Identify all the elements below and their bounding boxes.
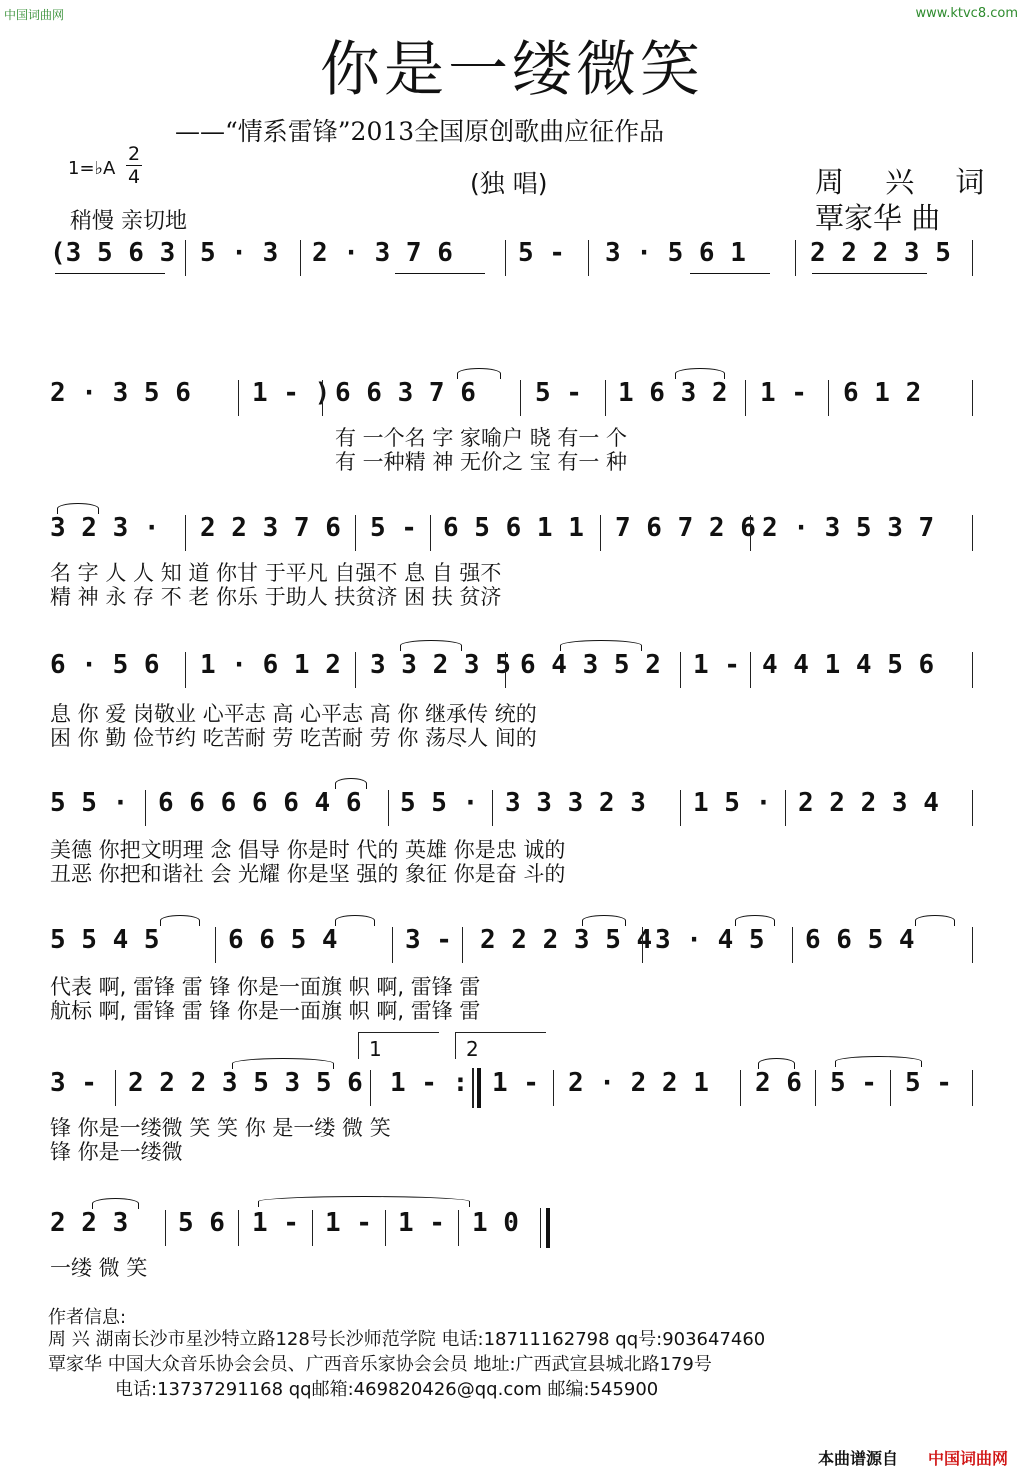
measure: 6 6 3 7 6 xyxy=(335,378,476,408)
lyrics-verse-2: 困 你 勤 俭节约 吃苦耐 劳 吃苦耐 劳 你 荡尽人 间的 xyxy=(50,726,537,750)
measure: 2 · 2 2 1 xyxy=(568,1068,709,1098)
measure: 1 - xyxy=(760,378,807,408)
barline xyxy=(215,927,216,963)
barline xyxy=(680,652,681,688)
final-barline-thick xyxy=(546,1208,550,1248)
lyrics-verse-2: 丑恶 你把和谐社 会 光耀 你是坚 强的 象征 你是奋 斗的 xyxy=(50,862,566,886)
time-sig-top: 2 xyxy=(127,143,141,165)
measure: 2 6 xyxy=(755,1068,802,1098)
barline xyxy=(185,240,186,276)
beam-line xyxy=(690,273,770,274)
barline xyxy=(972,652,973,688)
measure: 2 2 2 3 5 xyxy=(810,238,951,268)
barline xyxy=(750,515,751,551)
measure: 5 5 · xyxy=(50,788,129,818)
volta-1-label: 1 xyxy=(369,1037,382,1061)
measure: 5 6 xyxy=(178,1208,225,1238)
measure: 2 2 3 7 6 xyxy=(200,513,341,543)
barline xyxy=(385,1210,386,1246)
measure: 4 4 1 4 5 6 xyxy=(762,650,935,680)
measure: 1 5 · xyxy=(693,788,772,818)
measure: 2 2 3 xyxy=(50,1208,129,1238)
song-title: 你是一缕微笑 xyxy=(320,35,704,105)
tempo-marking: 稍慢 亲切地 xyxy=(70,209,187,234)
measure: 6 6 5 4 xyxy=(228,925,338,955)
site-watermark-left: 中国词曲网 xyxy=(4,8,65,22)
barline xyxy=(322,380,323,416)
barline xyxy=(600,515,601,551)
measure: 6 6 5 4 xyxy=(805,925,915,955)
measure: 6 4 3 5 2 xyxy=(520,650,661,680)
measure: 3 · 5 6 1 xyxy=(605,238,746,268)
measure: 2 2 2 3 5 3 5 6 xyxy=(128,1068,363,1098)
barline xyxy=(828,380,829,416)
slur xyxy=(675,368,725,379)
barline xyxy=(355,652,356,688)
barline xyxy=(185,652,186,688)
barline xyxy=(370,1070,371,1106)
measure: 2 · 3 5 3 7 xyxy=(762,513,935,543)
lyrics-verse-2: 航标 啊, 雷锋 雷 锋 你是一面旗 帜 啊, 雷锋 雷 xyxy=(50,999,481,1023)
slur xyxy=(160,915,200,926)
measure: 7 6 7 2 6 xyxy=(615,513,756,543)
author-info-line: 电话:13737291168 qq邮箱:469820426@qq.com 邮编:545900 xyxy=(115,1379,659,1400)
barline xyxy=(462,927,463,963)
barline xyxy=(785,790,786,826)
slur xyxy=(915,915,955,926)
lyrics-verse-2: 有 一种精 神 无价之 宝 有一 种 xyxy=(335,450,628,474)
barline xyxy=(972,515,973,551)
barline xyxy=(238,380,239,416)
lyrics-verse-1: 息 你 爱 岗敬业 心平志 高 心平志 高 你 继承传 统的 xyxy=(50,702,537,726)
barline xyxy=(458,1210,459,1246)
lyricist-credit: 周 兴 词 xyxy=(815,165,1001,199)
slur xyxy=(457,368,501,379)
measure: 6 5 6 1 1 xyxy=(443,513,584,543)
slur xyxy=(232,1058,334,1069)
barline xyxy=(605,380,606,416)
measure: 1 - xyxy=(252,1208,299,1238)
measure: 5 5 · xyxy=(400,788,479,818)
measure: 2 2 2 3 5 4 xyxy=(480,925,653,955)
measure: 5 - xyxy=(905,1068,952,1098)
measure: 5 - xyxy=(830,1068,877,1098)
barline xyxy=(520,380,521,416)
barline xyxy=(890,1070,891,1106)
barline xyxy=(972,790,973,826)
barline xyxy=(972,240,973,276)
barline xyxy=(505,652,506,688)
composer-credit: 覃家华 曲 xyxy=(815,201,941,235)
slur xyxy=(335,778,367,789)
barline xyxy=(972,927,973,963)
barline xyxy=(145,790,146,826)
slur xyxy=(735,915,775,926)
measure: 5 5 4 5 xyxy=(50,925,160,955)
measure: 3 3 2 3 5 xyxy=(370,650,511,680)
slur xyxy=(582,915,626,926)
tie xyxy=(835,1056,922,1067)
author-info-line: 覃家华 中国大众音乐协会会员、广西音乐家协会会员 地址:广西武宣县城北路179号 xyxy=(48,1354,712,1375)
barline xyxy=(750,652,751,688)
measure: 1 6 3 2 xyxy=(618,378,728,408)
measure: (3 5 6 3 xyxy=(50,238,176,268)
final-barline-thin xyxy=(540,1208,541,1248)
slur xyxy=(92,1198,139,1209)
measure: 1 - xyxy=(693,650,740,680)
measure: 5 - xyxy=(535,378,582,408)
barline xyxy=(312,1210,313,1246)
measure: 1 - xyxy=(398,1208,445,1238)
barline xyxy=(492,790,493,826)
beam-line xyxy=(812,273,927,274)
measure: 6 1 2 xyxy=(843,378,922,408)
footer-source-label: 本曲谱源自 xyxy=(818,1449,899,1468)
barline xyxy=(115,1070,116,1106)
barline xyxy=(553,1070,554,1106)
barline xyxy=(238,1210,239,1246)
measure: 2 2 2 3 4 xyxy=(798,788,939,818)
measure: 1 - xyxy=(492,1068,539,1098)
barline xyxy=(972,1070,973,1106)
repeat-barline xyxy=(472,1068,474,1108)
measure: 1 - : xyxy=(390,1068,469,1098)
measure: 5 · 3 xyxy=(200,238,279,268)
time-signature xyxy=(126,144,142,187)
repeat-barline-thick xyxy=(477,1068,481,1108)
beam-line xyxy=(55,273,165,274)
key-signature: 1=♭A xyxy=(68,158,116,179)
barline xyxy=(680,790,681,826)
measure: 2 · 3 7 6 xyxy=(312,238,453,268)
lyrics-verse-1: 美德 你把文明理 念 倡导 你是时 代的 英雄 你是忠 诚的 xyxy=(50,838,566,862)
barline xyxy=(505,240,506,276)
measure: 3 2 3 · xyxy=(50,513,160,543)
author-info-heading: 作者信息: xyxy=(48,1307,127,1328)
barline xyxy=(588,240,589,276)
measure: 6 6 6 6 6 4 6 xyxy=(158,788,362,818)
measure: 1 · 6 1 2 xyxy=(200,650,341,680)
barline xyxy=(355,515,356,551)
barline xyxy=(795,240,796,276)
lyrics-verse-1: 名 字 人 人 知 道 你甘 于平凡 自强不 息 自 强不 xyxy=(50,561,502,585)
beam-line xyxy=(395,273,485,274)
measure: 3 - xyxy=(50,1068,97,1098)
volta-bracket-2 xyxy=(455,1032,546,1059)
barline xyxy=(300,240,301,276)
barline xyxy=(185,515,186,551)
barline xyxy=(792,927,793,963)
barline xyxy=(740,1070,741,1106)
lyrics-verse-1: 有 一个名 字 家喻户 晓 有一 个 xyxy=(335,426,628,450)
slur xyxy=(758,1058,795,1069)
song-subtitle: ——“情系雷锋”2013全国原创歌曲应征作品 xyxy=(175,117,665,146)
barline xyxy=(430,515,431,551)
measure: 1 - ) xyxy=(252,378,331,408)
slur xyxy=(560,640,642,651)
slur xyxy=(400,640,462,651)
barline xyxy=(642,927,643,963)
measure: 6 · 5 6 xyxy=(50,650,160,680)
lyrics-verse-1: 一缕 微 笑 xyxy=(50,1256,148,1280)
lyrics-verse-1: 代表 啊, 雷锋 雷 锋 你是一面旗 帜 啊, 雷锋 雷 xyxy=(50,975,481,999)
barline xyxy=(972,380,973,416)
volta-2-label: 2 xyxy=(466,1037,479,1061)
barline xyxy=(392,927,393,963)
measure: 2 · 3 5 6 xyxy=(50,378,191,408)
barline xyxy=(165,1210,166,1246)
measure: 5 - xyxy=(518,238,565,268)
measure: 1 - xyxy=(325,1208,372,1238)
lyrics-verse-1: 锋 你是一缕微 笑 笑 你 是一缕 微 笑 xyxy=(50,1116,391,1140)
slur xyxy=(57,503,99,514)
barline xyxy=(388,790,389,826)
measure: 3 · 4 5 xyxy=(655,925,765,955)
barline xyxy=(745,380,746,416)
measure: 3 3 3 2 3 xyxy=(505,788,646,818)
author-info-line: 周 兴 湖南长沙市星沙特立路128号长沙师范学院 电话:18711162798 qq号:903647460 xyxy=(48,1329,766,1350)
footer-source-site[interactable]: 中国词曲网 xyxy=(928,1449,1009,1468)
performance-type: (独 唱) xyxy=(470,169,548,198)
lyrics-verse-2: 精 神 永 存 不 老 你乐 于助人 扶贫济 困 扶 贫济 xyxy=(50,585,502,609)
measure: 1 0 xyxy=(472,1208,519,1238)
barline xyxy=(815,1070,816,1106)
time-sig-bottom: 4 xyxy=(127,166,141,188)
measure: 5 - xyxy=(370,513,417,543)
slur xyxy=(335,915,375,926)
lyrics-verse-2: 锋 你是一缕微 xyxy=(50,1140,183,1164)
measure: 3 - xyxy=(405,925,452,955)
site-watermark-right[interactable]: www.ktvc8.com xyxy=(915,6,1018,21)
volta-bracket-1 xyxy=(358,1032,439,1059)
tie xyxy=(258,1196,470,1207)
